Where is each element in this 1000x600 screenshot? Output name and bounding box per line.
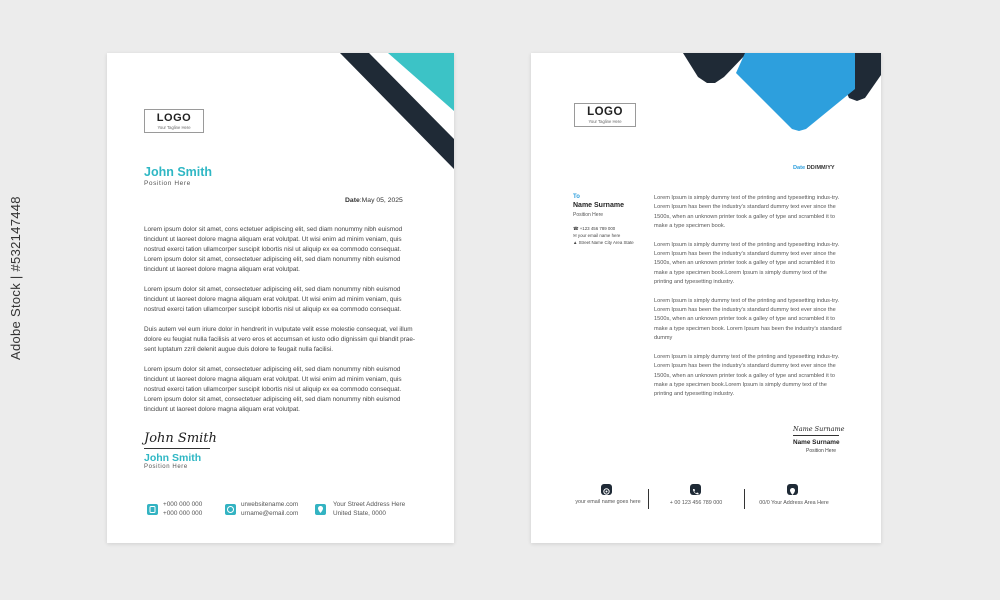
body-paragraph: Lorem ipsum dolor sit amet, consectetuer adipiscing elit, sed diam nonummy nibh euismod tincidunt ut laoreet dolore magna aliquam erat volutpat. Ut wisi enim ad minim veniam, quis nostrud exerci tation ullamcorper suscipit lobortis nisl ut aliquip ex ea commodo consequat.: [144, 286, 402, 313]
sender-position: Position Here: [144, 180, 191, 187]
signature-line: [793, 435, 839, 436]
address-line-1: Your Street Address Here: [333, 501, 406, 508]
recipient-position: Position Here: [573, 212, 604, 218]
recipient-email: ✉ your email name here: [573, 233, 621, 238]
signature-line: [144, 448, 210, 449]
date-line: [345, 197, 403, 204]
body-paragraph: Lorem Ipsum is simply dummy text of the printing and typesetting indus-try. Lorem Ipsum has been the industry's standard dummy text ever since the 1500s, when an unknown printer took a galley of type and scrambled it to make a type specimen book.Lorem Ipsum is simply dummy text of the printing and typesetting industry.: [654, 241, 840, 286]
phone-icon: ☎: [573, 226, 580, 231]
signature: Name Surname: [793, 425, 845, 433]
signer-name: Name Surname: [793, 439, 840, 446]
footer-address: [333, 501, 405, 518]
to-label: To: [573, 194, 580, 200]
letterhead-right: [531, 53, 881, 543]
location-icon: ▲: [573, 240, 579, 245]
body-paragraph: Lorem ipsum dolor sit amet, cons ectetuer adipiscing elit, sed diam nonummy nibh euismod tincidunt ut laoreet dolore magna aliquam erat volutpat. Ut wisi enim ad minim veniam, quis nostrud exerci tation ullamcorper suscipit lobortis nisl ut aliquip ex ea commodo consequat. Lorem ipsum dolor sit amet, consectetuer adipiscing elit, sed diam nonummy nibh euismod tincidunt ut laoreet dolore magna aliquam erat volutpat.: [144, 226, 403, 273]
email: urname@email.com: [241, 509, 299, 517]
logo: [144, 109, 204, 133]
recipient-contacts: [573, 225, 634, 246]
website: urwebsitename.com: [241, 501, 299, 508]
body-paragraph: Lorem Ipsum is simply dummy text of the printing and typesetting indus-try. Lorem Ipsum has been the industry's standard dummy text ever since the 1500s, when an unknown printer took a galley of type and scrambled it to make a type specimen book. Lorem Ipsum has been the industry's standard dummy: [654, 297, 842, 342]
letter-body: [144, 225, 417, 415]
body-paragraph: Lorem Ipsum is simply dummy text of the printing and typesetting indus-try. Lorem Ipsum has been the industry's standard dummy text ever since the 1500s, when an unknown printer took a galley of type and scrambled it to make a type specimen book.: [654, 195, 840, 230]
body-paragraph: Lorem Ipsum is simply dummy text of the printing and typesetting indus-try. Lorem Ipsum has been the industry's standard dummy text ever since the 1500s, when an unknown printer took a galley of type and scrambled it to make a type specimen book.Lorem Ipsum is simply dummy text of the printing and typesetting industry.: [654, 353, 840, 398]
footer-web: [241, 501, 298, 518]
footer-phones: [163, 501, 202, 518]
footer-divider: [744, 489, 745, 509]
logo-tagline: Your Tagline Here: [157, 125, 191, 130]
stock-id-text: Adobe Stock | #532147448: [8, 196, 23, 360]
body-paragraph: Lorem ipsum dolor sit amet, consectetuer adipiscing elit, sed diam nonummy nibh euismod tincidunt ut laoreet dolore magna aliquam erat volutpat. Ut wisi enim ad minim veniam, quis nostrud exerci tation ullamcorper suscipit lobortis nisl ut aliquip ex ea commodo consequat. Lorem ipsum dolor sit amet, consectetuer adipiscing elit, sed diam nonummy nibh euismod tincidunt ut laoreet dolore magna aliquam erat volutpat.: [144, 366, 402, 413]
recipient-address: ▲ Street Name City Area State: [573, 240, 634, 245]
signer-position: Position Here: [806, 448, 837, 454]
recipient-phone: ☎ +123 456 789 000: [573, 226, 616, 231]
sender-name: John Smith: [144, 165, 213, 179]
signer-name: John Smith: [144, 452, 202, 464]
logo-text: LOGO: [587, 106, 623, 118]
footer-divider: [648, 489, 649, 509]
location-pin-icon: [315, 504, 326, 515]
logo: [574, 103, 636, 127]
signer-position: Position Here: [144, 464, 188, 470]
phone-2: +000 000 000: [163, 509, 203, 517]
phone-1: +000 000 000: [163, 501, 203, 508]
body-paragraph: Duis autem vel eum iriure dolor in hendrerit in vulputate velit esse molestie consequat, vel illum dolore eu feugiat nulla facilisis at vero eros et accumsan et iusto odio dignissim qui blandit prae-sent luptatum zzril delenit augue duis dolore te feugait nulla facilisi.: [144, 326, 416, 353]
blue-shape: [736, 53, 855, 131]
letter-body: [654, 194, 842, 400]
letterhead-left: [107, 53, 454, 543]
date-value: :May 05, 2025: [359, 197, 403, 204]
phone-icon: [147, 504, 158, 515]
at-icon: [601, 484, 612, 495]
footer-email: your email name goes here: [575, 499, 641, 505]
navy-shape-left: [683, 53, 747, 83]
signature: John Smith: [144, 431, 217, 446]
location-pin-icon: [787, 484, 798, 495]
date-label: Date: [345, 197, 360, 204]
date-value: DD/MM/YY: [806, 165, 835, 171]
footer-address: 00/0 Your Address Area Here: [759, 500, 829, 506]
date-line: [793, 165, 835, 171]
phone-icon: [690, 484, 701, 495]
address-line-2: United State, 0000: [333, 509, 386, 517]
email-icon: ✉: [573, 233, 578, 238]
logo-text: LOGO: [156, 112, 192, 124]
recipient-name: Name Surname: [573, 202, 624, 209]
footer-phone: + 00 123 456 789 000: [669, 500, 723, 506]
logo-tagline: Your Tagline Here: [588, 119, 622, 124]
date-label: Date: [793, 165, 806, 171]
globe-icon: [225, 504, 236, 515]
